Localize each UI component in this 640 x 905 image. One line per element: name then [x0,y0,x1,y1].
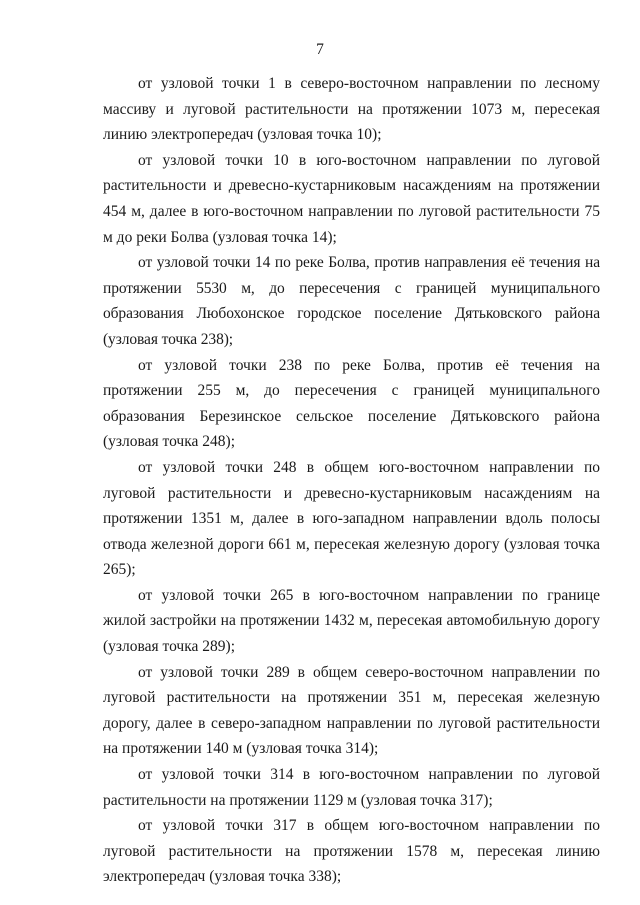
paragraph-9: от узловой точки 317 в общем юго-восточном направлении по луговой растительности на протяжении 1578 м, пересекая линию электропередач (узловая точка 338); [103,817,600,886]
document-body [103,71,600,890]
paragraph-5: от узловой точки 248 в общем юго-восточном направлении по луговой растительности и древесно-кустарниковым насаждениям на протяжении 1351 м, далее в юго-западном направлении вдоль полосы отвода железной дороги 661 м, пересекая железную дорогу (узловая точка 265); [103,458,600,579]
paragraph-8: от узловой точки 314 в юго-восточном направлении по луговой растительности на протяжении 1129 м (узловая точка 317); [103,766,600,809]
paragraph-1: от узловой точки 1 в северо-восточном направлении по лесному массиву и луговой растительности на протяжении 1073 м, пересекая линию электропередач (узловая точка 10); [103,75,600,144]
paragraph-7: от узловой точки 289 в общем северо-восточном направлении по луговой растительности на протяжении 351 м, пересекая железную дорогу, далее в северо-западном направлении по луговой растительности на протяжении 140 м (узловая точка 314); [103,663,600,758]
paragraph-2: от узловой точки 10 в юго-восточном направлении по луговой растительности и древесно-кустарниковым насаждениям на протяжении 454 м, далее в юго-восточном направлении по луговой растительности 75 м до реки Болва (узловая точка 14); [103,151,600,246]
paragraph-6: от узловой точки 265 в юго-восточном направлении по границе жилой застройки на протяжении 1432 м, пересекая автомобильную дорогу (узловая точка 289); [103,586,600,656]
paragraph-4: от узловой точки 238 по реке Болва, против её течения на протяжении 255 м, до пересечения с границей муниципального образования Березинское сельское поселение Дятьковского района (узловая точка 248); [103,356,600,451]
page-number: 7 [316,41,324,58]
paragraph-3: от узловой точки 14 по реке Болва, против направления её течения на протяжении 5530 м, до пересечения с границей муниципального образования Любохонское городское поселение Дятьковского района (узловая точка 238); [103,254,600,348]
